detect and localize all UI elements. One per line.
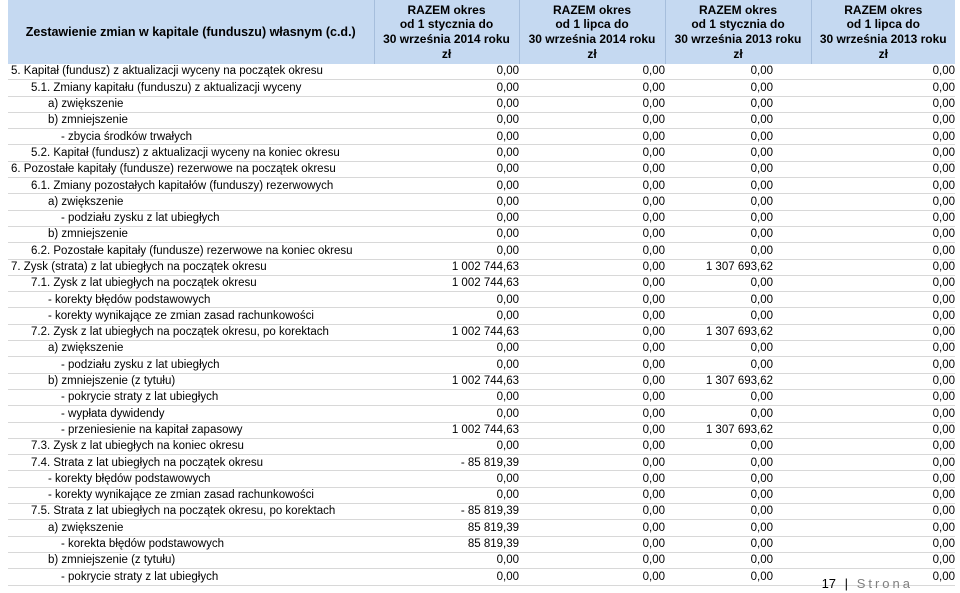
value-cell: 0,00 bbox=[519, 226, 665, 242]
value-cell: 0,00 bbox=[811, 145, 955, 161]
value-cell: 0,00 bbox=[811, 406, 955, 422]
row-label: - korekty błędów podstawowych bbox=[8, 471, 374, 487]
value-cell: 1 307 693,62 bbox=[705, 261, 773, 273]
value-cell: 0,00 bbox=[374, 64, 519, 80]
value-cell-wrapper bbox=[665, 569, 811, 585]
value-cell: 0,00 bbox=[374, 96, 519, 112]
value-cell-wrapper bbox=[665, 422, 811, 438]
row-label: b) zmniejszenie bbox=[8, 226, 374, 242]
value-cell: 0,00 bbox=[811, 552, 955, 568]
value-cell-wrapper bbox=[665, 194, 811, 210]
value-cell: 0,00 bbox=[519, 161, 665, 177]
column-header-line: zł bbox=[587, 46, 597, 61]
value-cell: 0,00 bbox=[519, 373, 665, 389]
row-label: 5.1. Zmiany kapitału (funduszu) z aktualizacji wyceny bbox=[8, 80, 374, 96]
table-row bbox=[8, 569, 955, 585]
page-footer bbox=[822, 576, 913, 591]
table-row bbox=[8, 275, 955, 291]
value-cell: 0,00 bbox=[374, 552, 519, 568]
value-cell: 0,00 bbox=[811, 292, 955, 308]
table-row bbox=[8, 243, 955, 259]
table-header-row bbox=[8, 0, 955, 64]
value-cell-wrapper bbox=[665, 504, 811, 520]
row-label: - zbycia środków trwałych bbox=[8, 129, 374, 145]
value-cell: 0,00 bbox=[519, 471, 665, 487]
value-cell-wrapper bbox=[665, 64, 811, 80]
value-cell: 0,00 bbox=[750, 293, 773, 306]
value-cell: 0,00 bbox=[750, 570, 773, 583]
value-cell: - 85 819,39 bbox=[374, 455, 519, 471]
value-cell-wrapper bbox=[665, 438, 811, 454]
value-cell: 0,00 bbox=[811, 210, 955, 226]
value-cell: 85 819,39 bbox=[374, 520, 519, 536]
row-label: 7.2. Zysk z lat ubiegłych na początek okresu, po korektach bbox=[8, 324, 374, 340]
value-cell: 0,00 bbox=[811, 357, 955, 373]
value-cell: 0,00 bbox=[374, 80, 519, 96]
row-label: 7.4. Strata z lat ubiegłych na początek okresu bbox=[8, 455, 374, 471]
value-cell-wrapper bbox=[665, 226, 811, 242]
value-cell-wrapper bbox=[665, 520, 811, 536]
table-body bbox=[8, 64, 955, 585]
row-label: - podziału zysku z lat ubiegłych bbox=[8, 357, 374, 373]
row-label: 6.2. Pozostałe kapitały (fundusze) rezerwowe na koniec okresu bbox=[8, 243, 374, 259]
column-header-line: od 1 stycznia do bbox=[691, 17, 785, 32]
value-cell: 0,00 bbox=[519, 487, 665, 503]
table-row bbox=[8, 96, 955, 112]
table-row bbox=[8, 178, 955, 194]
value-cell: 0,00 bbox=[750, 81, 773, 94]
value-cell: 0,00 bbox=[519, 112, 665, 128]
value-cell-wrapper bbox=[665, 210, 811, 226]
value-cell: 0,00 bbox=[374, 438, 519, 454]
table-row bbox=[8, 292, 955, 308]
value-cell-wrapper bbox=[665, 389, 811, 405]
column-header-line: RAZEM okres bbox=[698, 2, 778, 17]
value-cell: 0,00 bbox=[811, 243, 955, 259]
table-row bbox=[8, 504, 955, 520]
value-cell: 0,00 bbox=[374, 471, 519, 487]
value-cell: 0,00 bbox=[811, 275, 955, 291]
value-cell: 0,00 bbox=[811, 569, 955, 585]
column-header-line: RAZEM okres bbox=[407, 2, 486, 17]
column-header-line: od 1 lipca do bbox=[846, 17, 920, 32]
table-row bbox=[8, 341, 955, 357]
row-label: b) zmniejszenie (z tytułu) bbox=[8, 552, 374, 568]
value-cell: 0,00 bbox=[374, 569, 519, 585]
value-cell-wrapper bbox=[665, 275, 811, 291]
value-cell: 0,00 bbox=[750, 391, 773, 404]
value-cell: 0,00 bbox=[750, 342, 773, 355]
value-cell-wrapper bbox=[665, 324, 811, 340]
value-cell: 0,00 bbox=[519, 422, 665, 438]
value-cell: 0,00 bbox=[811, 487, 955, 503]
row-label: a) zwiększenie bbox=[8, 341, 374, 357]
value-cell: 0,00 bbox=[811, 536, 955, 552]
value-cell: 0,00 bbox=[811, 422, 955, 438]
value-cell: 0,00 bbox=[811, 308, 955, 324]
value-cell: 0,00 bbox=[519, 210, 665, 226]
table-title: Zestawienie zmian w kapitale (funduszu) własnym (c.d.) bbox=[8, 0, 374, 64]
value-cell: 1 002 744,63 bbox=[374, 275, 519, 291]
value-cell: 0,00 bbox=[750, 521, 773, 534]
value-cell: 0,00 bbox=[519, 145, 665, 161]
value-cell: 0,00 bbox=[750, 358, 773, 371]
table-row bbox=[8, 161, 955, 177]
value-cell: 0,00 bbox=[374, 226, 519, 242]
row-label: - pokrycie straty z lat ubiegłych bbox=[8, 569, 374, 585]
table-row bbox=[8, 226, 955, 242]
value-cell: 0,00 bbox=[374, 292, 519, 308]
row-label: b) zmniejszenie (z tytułu) bbox=[8, 373, 374, 389]
value-cell-wrapper bbox=[665, 96, 811, 112]
column-header-line: 30 września 2014 roku bbox=[383, 32, 510, 46]
value-cell-wrapper bbox=[665, 487, 811, 503]
value-cell: 0,00 bbox=[374, 487, 519, 503]
value-cell: 0,00 bbox=[519, 406, 665, 422]
value-cell: 0,00 bbox=[750, 538, 773, 551]
row-label: 7.5. Strata z lat ubiegłych na początek okresu, po korektach bbox=[8, 504, 374, 520]
table-row bbox=[8, 194, 955, 210]
value-cell: 0,00 bbox=[374, 161, 519, 177]
value-cell: 0,00 bbox=[519, 308, 665, 324]
value-cell-wrapper bbox=[665, 259, 811, 275]
value-cell: 0,00 bbox=[750, 472, 773, 485]
value-cell: 0,00 bbox=[750, 163, 773, 176]
value-cell: 0,00 bbox=[374, 357, 519, 373]
row-label: - wypłata dywidendy bbox=[8, 406, 374, 422]
table-row bbox=[8, 422, 955, 438]
value-cell-wrapper bbox=[665, 373, 811, 389]
table-row bbox=[8, 80, 955, 96]
table-row bbox=[8, 259, 955, 275]
value-cell: 0,00 bbox=[750, 228, 773, 241]
value-cell: 0,00 bbox=[811, 471, 955, 487]
value-cell: 0,00 bbox=[519, 438, 665, 454]
value-cell: 0,00 bbox=[519, 275, 665, 291]
value-cell: 0,00 bbox=[519, 341, 665, 357]
value-cell: 0,00 bbox=[811, 129, 955, 145]
value-cell: 0,00 bbox=[750, 179, 773, 192]
value-cell-wrapper bbox=[665, 552, 811, 568]
value-cell: 0,00 bbox=[519, 569, 665, 585]
column-header-line: 30 września 2013 roku bbox=[819, 32, 947, 46]
row-label: - korekty wynikające ze zmian zasad rachunkowości bbox=[8, 487, 374, 503]
row-label: a) zwiększenie bbox=[8, 194, 374, 210]
table-row bbox=[8, 308, 955, 324]
table-row bbox=[8, 406, 955, 422]
row-label: a) zwiększenie bbox=[8, 96, 374, 112]
value-cell: 0,00 bbox=[374, 178, 519, 194]
value-cell: 0,00 bbox=[374, 129, 519, 145]
value-cell: - 85 819,39 bbox=[374, 504, 519, 520]
column-header-line: RAZEM okres bbox=[844, 2, 923, 17]
value-cell: 0,00 bbox=[519, 520, 665, 536]
value-cell: 0,00 bbox=[811, 64, 955, 80]
row-label: - korekty błędów podstawowych bbox=[8, 292, 374, 308]
value-cell-wrapper bbox=[665, 80, 811, 96]
value-cell: 0,00 bbox=[750, 114, 773, 127]
value-cell: 1 002 744,63 bbox=[374, 422, 519, 438]
value-cell: 0,00 bbox=[519, 389, 665, 405]
value-cell: 0,00 bbox=[519, 455, 665, 471]
value-cell-wrapper bbox=[665, 129, 811, 145]
value-cell: 1 002 744,63 bbox=[374, 373, 519, 389]
row-label: b) zmniejszenie bbox=[8, 112, 374, 128]
table-row bbox=[8, 455, 955, 471]
table-row bbox=[8, 438, 955, 454]
column-header-line: zł bbox=[441, 46, 452, 61]
column-header bbox=[374, 0, 519, 64]
value-cell-wrapper bbox=[665, 357, 811, 373]
value-cell: 0,00 bbox=[519, 178, 665, 194]
value-cell: 0,00 bbox=[811, 504, 955, 520]
value-cell: 0,00 bbox=[811, 373, 955, 389]
row-label: - podziału zysku z lat ubiegłych bbox=[8, 210, 374, 226]
table-row bbox=[8, 536, 955, 552]
value-cell: 0,00 bbox=[750, 407, 773, 420]
value-cell: 0,00 bbox=[750, 130, 773, 143]
value-cell: 0,00 bbox=[374, 194, 519, 210]
value-cell: 0,00 bbox=[519, 292, 665, 308]
column-header bbox=[665, 0, 811, 64]
value-cell: 0,00 bbox=[811, 80, 955, 96]
table-row bbox=[8, 471, 955, 487]
value-cell-wrapper bbox=[665, 308, 811, 324]
value-cell: 0,00 bbox=[811, 161, 955, 177]
row-label: a) zwiększenie bbox=[8, 520, 374, 536]
value-cell: 0,00 bbox=[519, 504, 665, 520]
row-label: 6.1. Zmiany pozostałych kapitałów (funduszy) rezerwowych bbox=[8, 178, 374, 194]
value-cell: 1 307 693,62 bbox=[705, 423, 773, 436]
value-cell: 0,00 bbox=[750, 98, 773, 111]
table-row bbox=[8, 112, 955, 128]
value-cell: 0,00 bbox=[519, 194, 665, 210]
table-row bbox=[8, 487, 955, 503]
value-cell: 0,00 bbox=[519, 324, 665, 340]
value-cell-wrapper bbox=[665, 471, 811, 487]
value-cell: 0,00 bbox=[374, 243, 519, 259]
row-label: 5. Kapitał (fundusz) z aktualizacji wyceny na początek okresu bbox=[8, 64, 374, 80]
row-label: - korekta błędów podstawowych bbox=[8, 536, 374, 552]
value-cell: 0,00 bbox=[519, 129, 665, 145]
table-row bbox=[8, 324, 955, 340]
value-cell: 1 307 693,62 bbox=[705, 326, 773, 339]
value-cell: 0,00 bbox=[750, 309, 773, 322]
value-cell: 0,00 bbox=[811, 259, 955, 275]
value-cell: 1 002 744,63 bbox=[374, 259, 519, 275]
value-cell-wrapper bbox=[665, 112, 811, 128]
value-cell: 0,00 bbox=[519, 80, 665, 96]
column-header bbox=[519, 0, 665, 64]
value-cell: 0,00 bbox=[750, 244, 773, 257]
row-label: - korekty wynikające ze zmian zasad rachunkowości bbox=[8, 308, 374, 324]
value-cell: 0,00 bbox=[374, 112, 519, 128]
value-cell: 0,00 bbox=[811, 178, 955, 194]
row-label: - pokrycie straty z lat ubiegłych bbox=[8, 389, 374, 405]
value-cell: 1 002 744,63 bbox=[374, 324, 519, 340]
value-cell-wrapper bbox=[665, 455, 811, 471]
footer-separator: | bbox=[844, 576, 849, 591]
value-cell: 0,00 bbox=[811, 438, 955, 454]
column-header-line: zł bbox=[733, 46, 743, 61]
value-cell: 0,00 bbox=[811, 389, 955, 405]
value-cell: 0,00 bbox=[519, 357, 665, 373]
value-cell-wrapper bbox=[665, 292, 811, 308]
row-label: - przeniesienie na kapitał zapasowy bbox=[8, 422, 374, 438]
value-cell-wrapper bbox=[665, 536, 811, 552]
value-cell: 0,00 bbox=[750, 456, 773, 469]
column-header bbox=[811, 0, 955, 64]
value-cell: 0,00 bbox=[750, 505, 773, 518]
value-cell: 0,00 bbox=[750, 212, 773, 225]
page-number: 17 bbox=[821, 576, 837, 591]
value-cell: 0,00 bbox=[374, 308, 519, 324]
column-header-line: 30 września 2013 roku bbox=[674, 32, 802, 46]
table-row bbox=[8, 389, 955, 405]
value-cell: 0,00 bbox=[811, 520, 955, 536]
value-cell: 0,00 bbox=[750, 146, 773, 159]
value-cell: 0,00 bbox=[519, 259, 665, 275]
value-cell: 0,00 bbox=[811, 96, 955, 112]
table-row bbox=[8, 64, 955, 80]
value-cell: 0,00 bbox=[750, 65, 773, 78]
column-header-line: od 1 lipca do bbox=[555, 17, 629, 32]
value-cell-wrapper bbox=[665, 406, 811, 422]
value-cell: 0,00 bbox=[374, 406, 519, 422]
value-cell: 0,00 bbox=[811, 341, 955, 357]
value-cell: 0,00 bbox=[374, 145, 519, 161]
value-cell-wrapper bbox=[665, 161, 811, 177]
value-cell: 0,00 bbox=[750, 554, 773, 567]
column-header-line: 30 września 2014 roku bbox=[528, 32, 656, 46]
value-cell: 0,00 bbox=[519, 243, 665, 259]
value-cell: 0,00 bbox=[519, 536, 665, 552]
value-cell: 0,00 bbox=[519, 64, 665, 80]
column-header-line: RAZEM okres bbox=[552, 2, 632, 17]
page-word: Strona bbox=[856, 576, 913, 591]
row-label: 7. Zysk (strata) z lat ubiegłych na początek okresu bbox=[8, 259, 374, 275]
table-row bbox=[8, 520, 955, 536]
table-row bbox=[8, 129, 955, 145]
equity-changes-table bbox=[8, 0, 955, 586]
value-cell-wrapper bbox=[665, 243, 811, 259]
value-cell: 0,00 bbox=[519, 552, 665, 568]
row-label: 7.3. Zysk z lat ubiegłych na koniec okresu bbox=[8, 438, 374, 454]
value-cell: 0,00 bbox=[811, 194, 955, 210]
value-cell: 0,00 bbox=[750, 440, 773, 453]
value-cell-wrapper bbox=[665, 178, 811, 194]
table-row bbox=[8, 373, 955, 389]
value-cell: 0,00 bbox=[811, 112, 955, 128]
value-cell: 0,00 bbox=[811, 324, 955, 340]
table-row bbox=[8, 145, 955, 161]
value-cell: 1 307 693,62 bbox=[705, 375, 773, 388]
value-cell-wrapper bbox=[665, 145, 811, 161]
value-cell: 0,00 bbox=[519, 96, 665, 112]
table-row bbox=[8, 357, 955, 373]
value-cell: 0,00 bbox=[374, 210, 519, 226]
value-cell: 85 819,39 bbox=[374, 536, 519, 552]
column-header-line: od 1 stycznia do bbox=[399, 17, 494, 32]
value-cell: 0,00 bbox=[750, 489, 773, 502]
row-label: 7.1. Zysk z lat ubiegłych na początek okresu bbox=[8, 275, 374, 291]
value-cell-wrapper bbox=[665, 341, 811, 357]
value-cell: 0,00 bbox=[374, 389, 519, 405]
value-cell: 0,00 bbox=[811, 455, 955, 471]
column-header-line: zł bbox=[878, 46, 888, 61]
value-cell: 0,00 bbox=[750, 277, 773, 290]
row-label: 5.2. Kapitał (fundusz) z aktualizacji wyceny na koniec okresu bbox=[8, 145, 374, 161]
table-row bbox=[8, 210, 955, 226]
table-row bbox=[8, 552, 955, 568]
value-cell: 0,00 bbox=[750, 195, 773, 208]
row-label: 6. Pozostałe kapitały (fundusze) rezerwowe na początek okresu bbox=[8, 161, 374, 177]
value-cell: 0,00 bbox=[811, 226, 955, 242]
value-cell: 0,00 bbox=[374, 341, 519, 357]
